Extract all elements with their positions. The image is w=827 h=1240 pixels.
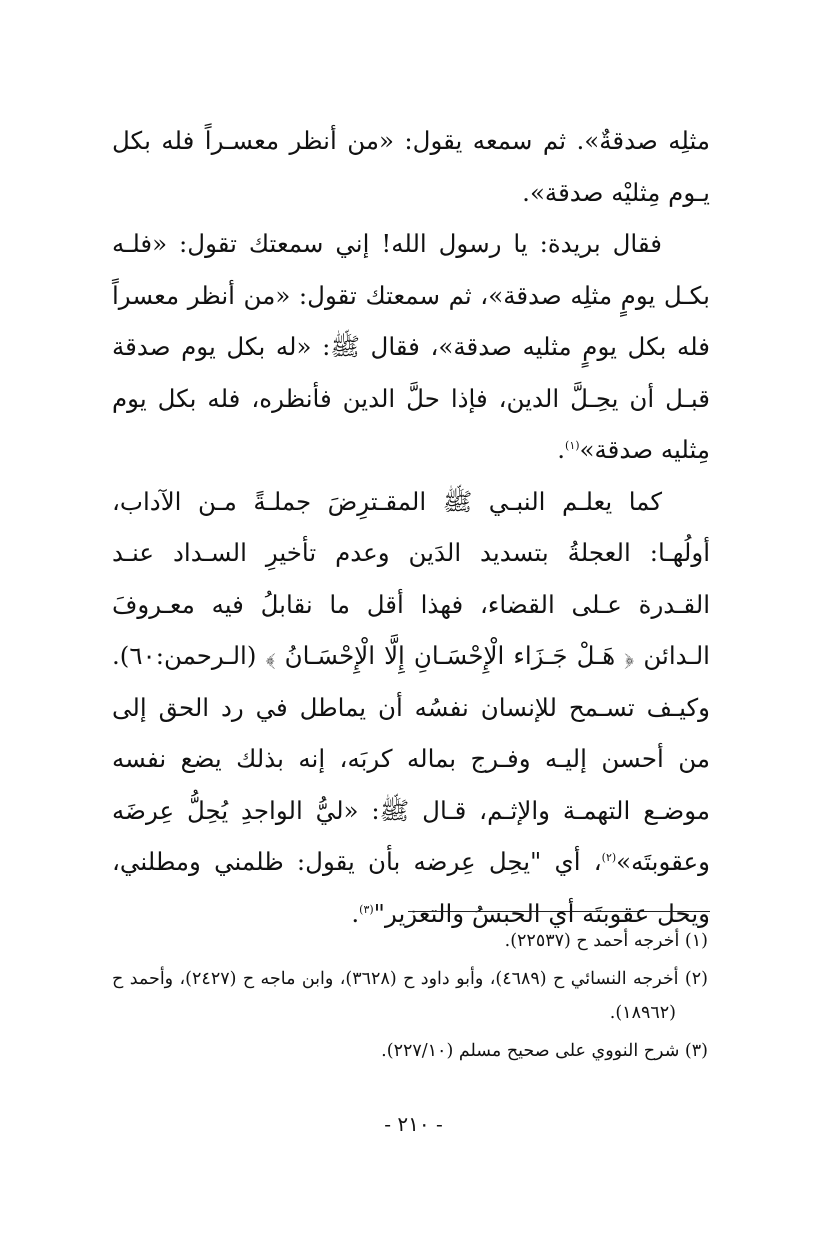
main-text xyxy=(112,115,710,939)
footnote-marker-2[interactable]: (٢) xyxy=(601,850,617,864)
footnote-marker-1[interactable]: (١) xyxy=(565,438,580,452)
footnote-marker-3[interactable]: (٣) xyxy=(359,902,374,916)
footnote-3: (٣) شرح النووي على صحيح مسلم (٢٢٧/١٠). xyxy=(381,1041,708,1061)
footnote-1: (١) أخرجه أحمد ح (٢٢٥٣٧). xyxy=(504,931,708,951)
paragraph-3: كما يعلـم النبـي ﷺ المقـترِضَ جملـةً مـن الآداب، أولُهـا: العجلةُ بتسديد الدَين وعدم تأخيرِ السـداد عنـد القـدرة عـلى القضاء، فهذا أقل ما نقابلُ فيه معـروفَ الـدائن ﴿ هَـلْ جَـزَاء الْإِحْسَـانِ إِلَّا الْإِحْسَـانُ ﴾ (الـرحمن:٦٠). وكيـف تسـمح للإنسان نفسُه أن يماطل في رد الحق إلى من أحسن إليـه وفـرج بماله كربَه، إنه بذلك يضع نفسه موضـع التهمـة والإثـم، قـال ﷺ: «ليُّ الواجدِ يُحِلُّ عِرضَه وعقوبتَه»$^{(٢)}$، أي "يحِل عِرضه بأن يقول: ظلمني ومطلني، ويحل عقوبتَه أي الحبسُ والتعزير"$^{(٣)}$. xyxy=(112,486,710,928)
paragraph-1: مثلِه صدقةٌ». ثم سمعه يقول: «من أنظر معسـراً فله بكل يـوم مِثليْه صدقة». xyxy=(112,126,710,207)
footnotes xyxy=(112,924,708,1072)
footnote-divider xyxy=(408,911,710,912)
footnote-2: (٢) أخرجه النسائي ح (٤٦٨٩)، وأبو داود ح (٣٦٢٨)، وابن ماجه ح (٢٤٢٧)، وأحمد ح (١٨٩٦٢). xyxy=(112,969,708,1023)
page-number: - ٢١٠ - xyxy=(384,1112,443,1136)
paragraph-2: فقال بريدة: يا رسول الله! إني سمعتك تقول: «فلـه بكـل يومٍ مثلِه صدقة»، ثم سمعتك تقول: «من أنظر معسراً فله بكل يومٍ مثليه صدقة»، فقال ﷺ: «له بكل يوم صدقة قبـل أن يحِـلَّ الدين، فإذا حلَّ الدين فأنظره، فله بكل يوم مِثليه صدقة»$^{(١)}$. xyxy=(112,229,710,464)
